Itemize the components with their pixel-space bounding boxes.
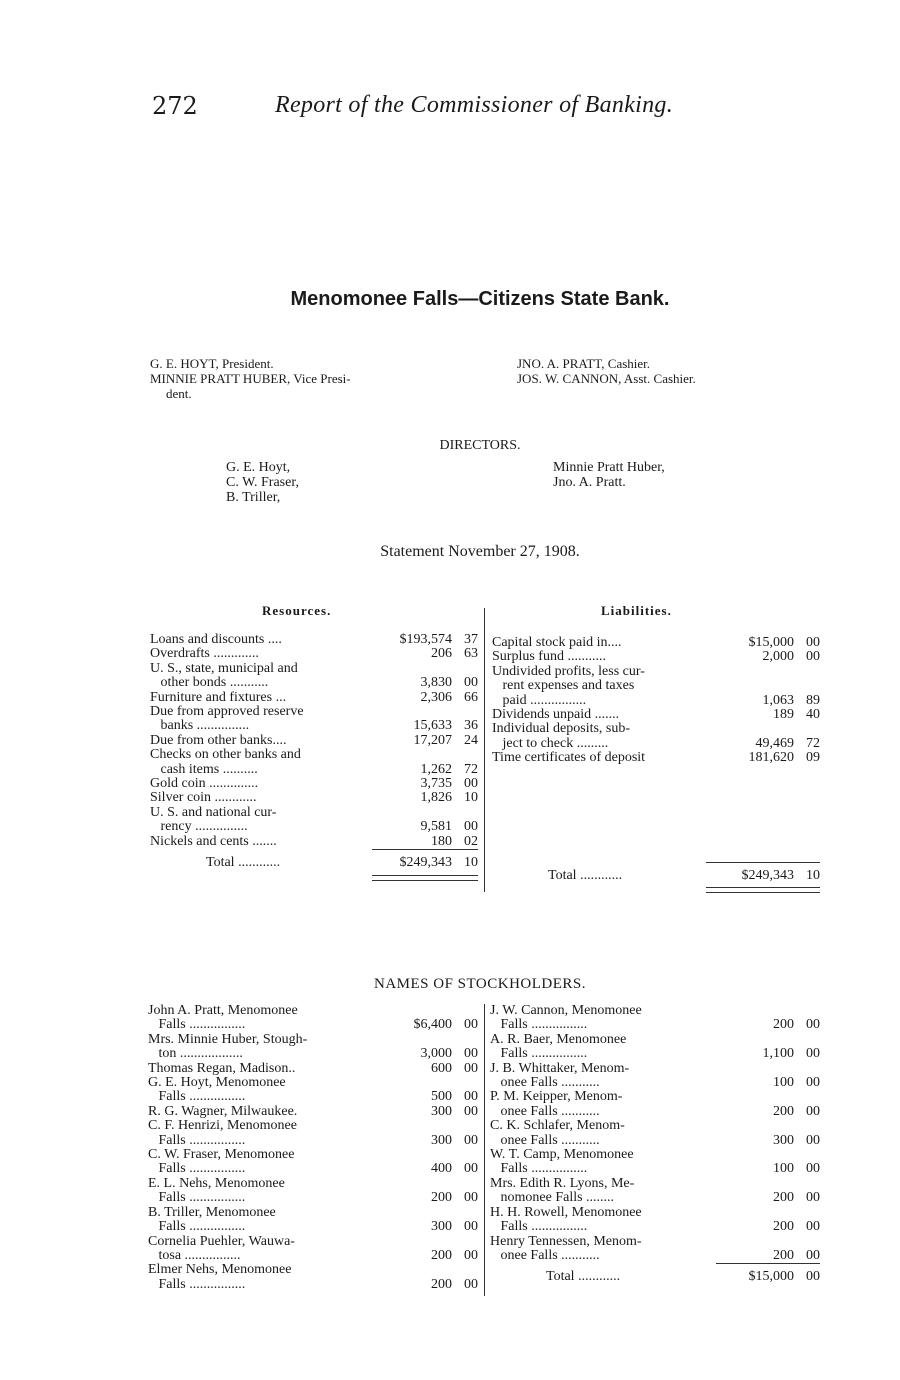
row-label: Time certificates of deposit (492, 750, 646, 766)
row-amount: 3,830 (420, 675, 452, 691)
row-amount (716, 722, 794, 736)
row-amount (716, 1062, 794, 1076)
row-cents (452, 1004, 478, 1018)
row-label: other bonds ........... (150, 675, 269, 691)
row-amount (374, 1263, 452, 1277)
row-cents: 00 (464, 1089, 478, 1105)
row-amount (374, 1148, 452, 1162)
total-cents: 00 (794, 1264, 820, 1285)
row-label: U. S., state, municipal and (150, 660, 298, 676)
row-cents (794, 1177, 820, 1191)
row-label: Falls ................ (148, 1190, 246, 1206)
total-row (490, 1264, 820, 1285)
ledger-row (150, 691, 478, 705)
row-cents: 00 (464, 1161, 478, 1177)
row-amount (716, 1235, 794, 1249)
row-amount: 2,000 (762, 649, 794, 665)
row-cents: 00 (806, 1219, 820, 1235)
row-label: Overdrafts ............. (150, 646, 259, 662)
row-cents: 09 (806, 750, 820, 766)
bank-title: Menomonee Falls—Citizens State Bank. (290, 288, 670, 310)
row-label: rency ............... (150, 819, 248, 835)
running-title: Report of the Commissioner of Banking. (275, 92, 674, 118)
row-amount: 1,262 (420, 761, 452, 777)
row-amount (716, 1206, 794, 1220)
director-name: B. Triller, (226, 490, 281, 505)
ledger-row (490, 1177, 820, 1191)
row-label: G. E. Hoyt, Menomonee (148, 1075, 286, 1091)
row-cents (452, 1033, 478, 1047)
row-cents (794, 679, 820, 693)
row-amount (716, 679, 794, 693)
row-cents (452, 1263, 478, 1277)
row-label: C. W. Fraser, Menomonee (148, 1147, 295, 1163)
ledger-row (148, 1191, 478, 1205)
row-cents: 00 (464, 675, 478, 691)
ledger-row (490, 1134, 820, 1148)
row-label: Falls ................ (148, 1161, 246, 1177)
row-cents: 00 (806, 1161, 820, 1177)
directors-left (226, 460, 299, 505)
officer-line: JOS. W. CANNON, Asst. Cashier. (517, 371, 696, 386)
row-cents: 72 (464, 761, 478, 777)
ledger-row (490, 1220, 820, 1234)
ledger-row (148, 1105, 478, 1119)
row-amount: 2,306 (420, 689, 452, 705)
row-label: onee Falls ........... (490, 1075, 600, 1091)
ledger-row (492, 722, 820, 736)
row-amount: 1,826 (420, 790, 452, 806)
ledger-row (150, 633, 478, 647)
row-label: Falls ................ (490, 1046, 588, 1062)
row-label: Gold coin .............. (150, 776, 259, 792)
row-amount: 300 (773, 1132, 794, 1148)
liabilities-table (492, 636, 820, 766)
ledger-row (150, 748, 478, 762)
ledger-row (148, 1062, 478, 1076)
row-amount (716, 1177, 794, 1191)
row-amount: 3,735 (420, 776, 452, 792)
row-amount (374, 1033, 452, 1047)
row-amount: 181,620 (748, 750, 794, 766)
ledger-row (148, 1033, 478, 1047)
row-amount: 200 (773, 1219, 794, 1235)
row-cents: 02 (464, 833, 478, 849)
row-cents (794, 1004, 820, 1018)
row-cents: 00 (806, 649, 820, 665)
double-rule (372, 875, 478, 881)
row-label: Falls ................ (148, 1089, 246, 1105)
ledger-row (150, 676, 478, 690)
ledger-row (490, 1105, 820, 1119)
row-label: Capital stock paid in.... (492, 635, 622, 650)
ledger-row (490, 1090, 820, 1104)
row-amount: 15,633 (413, 718, 452, 734)
row-cents: 00 (806, 635, 820, 650)
stockholders-right (490, 1004, 820, 1285)
row-label: P. M. Keipper, Menom- (490, 1089, 623, 1105)
row-cents: 00 (806, 1046, 820, 1062)
stockholders-left-table (148, 1004, 478, 1292)
row-cents (794, 722, 820, 736)
row-label: Dividends unpaid ....... (492, 707, 620, 723)
total-cents: 10 (452, 850, 478, 871)
ledger-row (148, 1018, 478, 1032)
ledger-row (492, 650, 820, 664)
row-cents: 36 (464, 718, 478, 734)
statement-date: Statement November 27, 1908. (380, 543, 580, 560)
ledger-row (148, 1220, 478, 1234)
row-amount (374, 1235, 452, 1249)
ledger-row (148, 1278, 478, 1292)
ledger-row (490, 1249, 820, 1264)
row-cents (794, 1235, 820, 1249)
ledger-row (148, 1263, 478, 1277)
row-label: Thomas Regan, Madison.. (148, 1060, 296, 1076)
liabilities-section (492, 636, 820, 766)
row-cents: 63 (464, 646, 478, 662)
row-label: Falls ................ (490, 1017, 588, 1033)
row-cents: 00 (464, 1219, 478, 1235)
double-rule-row (150, 871, 478, 881)
director-name: Minnie Pratt Huber, (553, 460, 665, 475)
liabilities-heading: Liabilities. (601, 603, 672, 618)
ledger-row (150, 820, 478, 834)
row-amount: 400 (431, 1161, 452, 1177)
row-amount: 100 (773, 1161, 794, 1177)
row-cents (452, 705, 478, 719)
row-amount: 206 (431, 646, 452, 662)
row-cents: 00 (464, 819, 478, 835)
row-amount: 200 (431, 1190, 452, 1206)
row-cents (452, 1235, 478, 1249)
total-label: Total ............ (206, 855, 281, 871)
row-label: Henry Tennessen, Menom- (490, 1233, 642, 1249)
row-label: onee Falls ........... (490, 1248, 600, 1264)
double-rule-row (492, 883, 820, 893)
page-number: 272 (152, 92, 198, 120)
row-label: Elmer Nehs, Menomonee (148, 1262, 292, 1278)
column-divider (484, 608, 485, 892)
row-cents: 00 (464, 776, 478, 792)
row-label: Falls ................ (148, 1132, 246, 1148)
total-amount: $249,343 (372, 850, 452, 871)
row-label: R. G. Wagner, Milwaukee. (148, 1103, 298, 1119)
row-label: Individual deposits, sub- (492, 721, 631, 737)
row-label: Nickels and cents ....... (150, 834, 277, 850)
row-cents: 40 (806, 707, 820, 723)
ledger-row (490, 1162, 820, 1176)
row-cents: 89 (806, 692, 820, 708)
double-rule (706, 887, 820, 893)
row-amount: 300 (431, 1103, 452, 1119)
row-label: nomonee Falls ........ (490, 1190, 615, 1206)
row-cents (794, 1033, 820, 1047)
ledger-row (492, 679, 820, 693)
row-label: H. H. Rowell, Menomonee (490, 1204, 642, 1220)
ledger-row (490, 1062, 820, 1076)
row-cents: 00 (464, 1046, 478, 1062)
ledger-row (148, 1162, 478, 1176)
row-amount: 600 (431, 1060, 452, 1076)
ledger-row (150, 763, 478, 777)
row-amount: 500 (431, 1089, 452, 1105)
row-amount: 200 (431, 1276, 452, 1292)
ledger-row (490, 1033, 820, 1047)
row-amount (716, 665, 794, 679)
row-label: E. L. Nehs, Menomonee (148, 1175, 285, 1191)
director-name: G. E. Hoyt, (226, 460, 291, 475)
ledger-row (490, 1119, 820, 1133)
row-amount (716, 1148, 794, 1162)
ledger-row (148, 1047, 478, 1061)
row-amount: 3,000 (420, 1046, 452, 1062)
row-cents (452, 1177, 478, 1191)
resources-heading: Resources. (262, 603, 332, 618)
column-divider (484, 1004, 485, 1296)
row-label: Surplus fund ........... (492, 649, 606, 665)
row-cents: 66 (464, 689, 478, 705)
row-cents (452, 1119, 478, 1133)
row-amount (716, 1004, 794, 1018)
ledger-row (150, 734, 478, 748)
row-label: Mrs. Edith R. Lyons, Me- (490, 1175, 635, 1191)
row-cents: 00 (464, 1132, 478, 1148)
row-amount: 189 (773, 707, 794, 723)
ledger-row (148, 1177, 478, 1191)
row-label: Falls ................ (148, 1276, 246, 1292)
ledger-row (148, 1148, 478, 1162)
row-amount: $6,400 (413, 1017, 452, 1033)
total-amount: $15,000 (716, 1264, 794, 1285)
row-cents: 10 (464, 790, 478, 806)
row-amount: 200 (431, 1247, 452, 1263)
officer-line: dent. (166, 386, 192, 401)
row-amount (716, 1090, 794, 1104)
row-amount (374, 1076, 452, 1090)
row-label: W. T. Camp, Menomonee (490, 1147, 634, 1163)
row-label: Undivided profits, less cur- (492, 663, 645, 679)
row-amount: 17,207 (413, 732, 452, 748)
ledger-row (490, 1235, 820, 1249)
ledger-row (148, 1076, 478, 1090)
row-amount (374, 1119, 452, 1133)
ledger-row (490, 1206, 820, 1220)
stockholders-left (148, 1004, 478, 1292)
row-label: rent expenses and taxes (492, 678, 635, 694)
ledger-row (148, 1090, 478, 1104)
director-name: C. W. Fraser, (226, 475, 299, 490)
ledger-row (492, 751, 820, 765)
row-cents (794, 1148, 820, 1162)
row-label: Checks on other banks and (150, 747, 301, 763)
ledger-row (150, 647, 478, 661)
row-label: C. K. Schlafer, Menom- (490, 1118, 625, 1134)
total-label: Total ............ (548, 868, 623, 883)
row-label: Falls ................ (490, 1219, 588, 1235)
ledger-row (490, 1076, 820, 1090)
ledger-row (150, 835, 478, 850)
row-amount (374, 1004, 452, 1018)
row-cents: 00 (806, 1132, 820, 1148)
row-cents (794, 1062, 820, 1076)
total-label: Total ............ (546, 1269, 621, 1285)
row-cents: 00 (806, 1190, 820, 1206)
row-amount (374, 1206, 452, 1220)
officer-line: G. E. HOYT, President. (150, 356, 274, 371)
row-amount (716, 1033, 794, 1047)
stockholders-right-table (490, 1004, 820, 1285)
row-cents: 00 (464, 1190, 478, 1206)
row-cents: 24 (464, 732, 478, 748)
row-amount: 180 (431, 833, 452, 849)
row-amount: $193,574 (399, 632, 452, 647)
total-cents: 10 (794, 863, 820, 884)
row-label: John A. Pratt, Menomonee (148, 1003, 298, 1018)
row-label: Due from approved reserve (150, 704, 304, 720)
ledger-row (148, 1004, 478, 1018)
ledger-row (492, 708, 820, 722)
row-cents: 37 (464, 632, 478, 647)
row-cents (794, 1090, 820, 1104)
ledger-row (490, 1004, 820, 1018)
total-row (150, 850, 478, 871)
row-cents (452, 748, 478, 762)
stockholders-heading: NAMES OF STOCKHOLDERS. (373, 976, 586, 992)
ledger-row (490, 1191, 820, 1205)
row-label: U. S. and national cur- (150, 804, 277, 820)
row-label: C. F. Henrizi, Menomonee (148, 1118, 297, 1134)
row-label: Falls ................ (490, 1161, 588, 1177)
row-label: B. Triller, Menomonee (148, 1204, 276, 1220)
row-amount: 200 (773, 1190, 794, 1206)
row-cents (452, 1148, 478, 1162)
ledger-row (150, 777, 478, 791)
ledger-row (490, 1047, 820, 1061)
row-label: Due from other banks.... (150, 732, 287, 748)
officers-right (517, 356, 696, 386)
ledger-row (490, 1148, 820, 1162)
row-amount: 300 (431, 1132, 452, 1148)
row-label: cash items .......... (150, 761, 258, 777)
row-cents: 00 (806, 1017, 820, 1033)
row-label: paid ................ (492, 692, 587, 708)
row-cents: 00 (464, 1103, 478, 1119)
row-amount: $15,000 (748, 635, 794, 650)
row-amount: 200 (773, 1247, 794, 1263)
row-label: Loans and discounts .... (150, 632, 282, 647)
row-label: onee Falls ........... (490, 1132, 600, 1148)
row-cents: 00 (464, 1276, 478, 1292)
row-label: ton .................. (148, 1046, 243, 1062)
row-amount (372, 806, 452, 820)
row-cents: 00 (464, 1247, 478, 1263)
row-cents: 00 (806, 1075, 820, 1091)
row-label: Falls ................ (148, 1017, 246, 1033)
ledger-row (150, 662, 478, 676)
row-label: onee Falls ........... (490, 1103, 600, 1119)
row-cents: 00 (806, 1247, 820, 1263)
row-amount: 9,581 (420, 819, 452, 835)
row-cents (452, 1076, 478, 1090)
directors-heading: DIRECTORS. (439, 438, 521, 453)
row-cents (452, 806, 478, 820)
row-cents: 72 (806, 735, 820, 751)
row-amount: 300 (431, 1219, 452, 1235)
row-label: Mrs. Minnie Huber, Stough- (148, 1031, 308, 1047)
ledger-row (492, 665, 820, 679)
liabilities-total (492, 862, 820, 893)
row-label: J. B. Whittaker, Menom- (490, 1060, 630, 1076)
row-label: Cornelia Puehler, Wauwa- (148, 1233, 295, 1249)
ledger-row (150, 791, 478, 805)
row-amount (372, 705, 452, 719)
officer-line: MINNIE PRATT HUBER, Vice Presi- (150, 371, 351, 386)
ledger-row (490, 1018, 820, 1032)
officer-line: JNO. A. PRATT, Cashier. (517, 356, 651, 371)
row-cents: 00 (806, 1103, 820, 1119)
ledger-row (150, 719, 478, 733)
row-amount: 200 (773, 1103, 794, 1119)
director-name: Jno. A. Pratt. (553, 475, 626, 490)
row-label: Falls ................ (148, 1219, 246, 1235)
row-cents (794, 1206, 820, 1220)
row-amount: 200 (773, 1017, 794, 1033)
total-row (492, 863, 820, 884)
resources-table (150, 633, 478, 881)
row-amount: 49,469 (755, 735, 794, 751)
officers-left (150, 356, 351, 401)
row-label: J. W. Cannon, Menomonee (490, 1003, 642, 1018)
ledger-row (150, 806, 478, 820)
row-label: Furniture and fixtures ... (150, 689, 287, 705)
ledger-row (148, 1119, 478, 1133)
row-amount (716, 1119, 794, 1133)
row-cents: 00 (464, 1017, 478, 1033)
row-cents: 00 (464, 1060, 478, 1076)
ledger-row (148, 1249, 478, 1263)
ledger-row (492, 694, 820, 708)
row-label: Silver coin ............ (150, 790, 257, 806)
row-amount: 100 (773, 1075, 794, 1091)
row-cents (452, 662, 478, 676)
ledger-row (148, 1134, 478, 1148)
row-amount: 1,100 (762, 1046, 794, 1062)
row-label: A. R. Baer, Menomonee (490, 1031, 627, 1047)
row-label: banks ............... (150, 718, 250, 734)
total-amount: $249,343 (706, 863, 794, 884)
ledger-row (492, 636, 820, 650)
ledger-row (492, 737, 820, 751)
row-cents (452, 1206, 478, 1220)
ledger-row (148, 1235, 478, 1249)
row-label: tosa ................ (148, 1247, 241, 1263)
ledger-row (150, 705, 478, 719)
resources-section (150, 633, 478, 881)
row-amount: 1,063 (762, 692, 794, 708)
row-amount (372, 662, 452, 676)
row-amount (372, 748, 452, 762)
row-amount (374, 1177, 452, 1191)
directors-right (553, 460, 665, 490)
row-label: ject to check ......... (492, 735, 609, 751)
row-cents (794, 665, 820, 679)
ledger-row (148, 1206, 478, 1220)
row-cents (794, 1119, 820, 1133)
